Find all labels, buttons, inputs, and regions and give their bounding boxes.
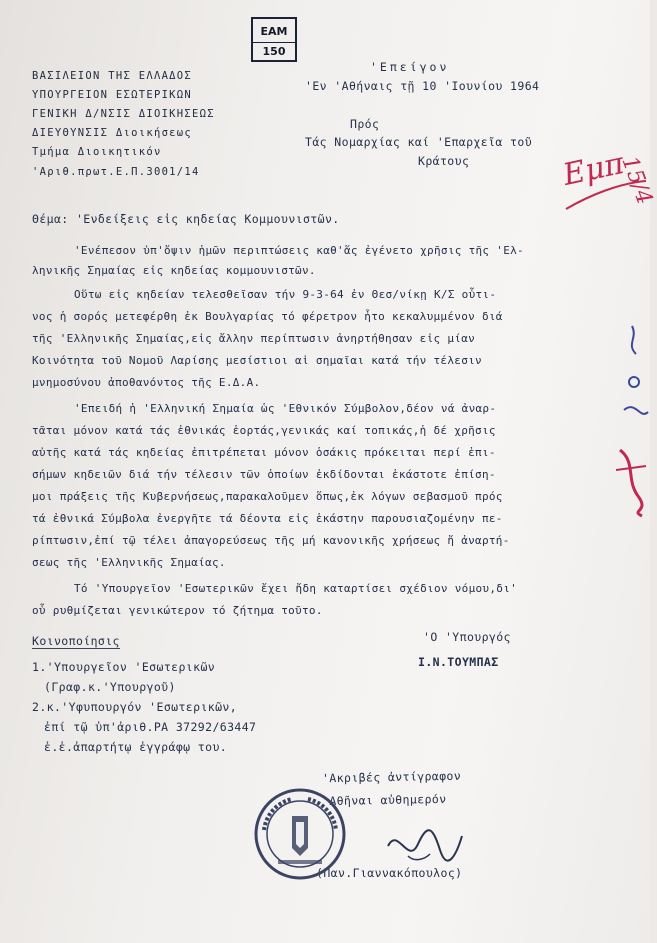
blue-margin-mark-icon <box>618 320 650 440</box>
signature-name: Ι.Ν.ΤΟΥΜΠΑΣ <box>418 655 499 669</box>
distribution-title: Κοινοποίησις <box>32 634 120 648</box>
signature-title: 'Ο 'Υπουργός <box>423 630 511 644</box>
body-line: τῆς 'Ελληνικῆς Σημαίας,εἰς ἄλλην περίπτωσιν ἀνηρτήθησαν εἰς μίαν <box>32 332 476 345</box>
distribution-item: 1.'Υπουργεῖον 'Εσωτερικῶν <box>32 660 216 674</box>
filing-stamp-line1: ΕΑΜ <box>253 25 295 43</box>
recipient-line2: Κράτους <box>418 154 470 168</box>
filing-stamp-line2: 150 <box>262 45 286 58</box>
certification-line1: 'Ακριβές ἀντίγραφον <box>321 768 462 786</box>
body-line: τᾶται μόνον κατά τάς ἐθνικάς ἑορτάς,γενικάς καί τοπικάς,ἡ δέ χρῆσις <box>32 424 496 437</box>
body-line: Οὕτω εἰς κηδείαν τελεσθεῖσαν τήν 9-3-64 ἐν Θεσ/νίκῃ Κ/Σ οὗτι- <box>74 288 497 301</box>
header-directorate: ΔΙΕΥΘΥΝΣΙΣ Διοικήσεως <box>32 127 193 139</box>
urgency-mark: 'Επείγον <box>370 60 450 74</box>
distribution-item: 2.κ.'Υφυπουργόν 'Εσωτερικῶν, <box>32 700 238 714</box>
body-line: νος ἡ σορός μετεφέρθη ἐκ Βουλγαρίας τό φέρετρον ἦτο κεκαλυμμένον διά <box>32 310 503 323</box>
body-line: ληνικῆς Σημαίας εἰς κηδείας κομμουνιστῶν. <box>32 264 316 277</box>
place-date: 'Εν 'Αθήναις τῇ 10 'Ιουνίου 1964 <box>305 79 540 93</box>
red-margin-mark-icon <box>612 440 650 520</box>
header-protocol-number: 'Αριθ.πρωτ.Ε.Π.3001/14 <box>32 166 200 178</box>
recipient-line1: Τάς Νομαρχίας καί 'Επαρχεῖα τοῦ <box>305 135 533 149</box>
header-ministry: ΥΠΟΥΡΓΕΙΟΝ ΕΣΩΤΕΡΙΚΩΝ <box>32 89 193 101</box>
recipient-label: Πρός <box>350 117 380 131</box>
handwritten-red-note: Εμπ <box>560 146 628 193</box>
certification-line2: 'Αθῆναι αὐθημερόν <box>321 791 447 809</box>
body-line: τά ἐθνικά Σύμβολα ἐνεργῆτε τά δέοντα εἰς ἑκάστην παρουσιαζομένην πε- <box>32 512 503 525</box>
header-general-directorate: ΓΕΝΙΚΗ Δ/ΝΣΙΣ ΔΙΟΙΚΗΣΕΩΣ <box>32 108 215 120</box>
body-line: σήμων κηδειῶν διά τήν τέλεσιν τῶν ὁποίων ἐκδίδονται ἑκάστοτε ἐπίση- <box>32 468 496 481</box>
handwritten-red-date: 15/4 <box>616 153 657 208</box>
certifier-name: (Παν.Γιαννακόπουλος) <box>316 866 463 880</box>
body-line: σεως τῆς 'Ελληνικῆς Σημαίας. <box>32 556 226 569</box>
distribution-item: ἐπί τῷ ὑπ'ἀριθ.ΡΑ 37292/63447 <box>44 720 257 734</box>
distribution-item: ἐ.ἐ.ἀπαρτήτῳ ἐγγράφῳ του. <box>44 740 228 754</box>
body-line: Κοινότητα τοῦ Νομοῦ Λαρίσης μεσίστιοι αἱ σημαῖαι κατά τήν τέλεσιν <box>32 354 482 367</box>
body-line: μνημοσύνου ἀποθανόντος τῆς Ε.Δ.Α. <box>32 376 261 389</box>
distribution-item: (Γραφ.κ.'Υπουργοῦ) <box>44 680 176 694</box>
body-line: οὗ ρυθμίζεται γενικώτερον τό ζήτημα τοῦτο. <box>32 604 323 617</box>
header-kingdom: ΒΑΣΙΛΕΙΟΝ ΤΗΣ ΕΛΛΑΔΟΣ <box>32 70 193 82</box>
body-line: 'Επειδή ἡ 'Ελληνική Σημαία ὡς 'Εθνικόν Σύμβολον,δέον νά ἀναρ- <box>74 402 497 415</box>
subject-line: Θέμα: 'Ενδείξεις εἰς κηδείας Κομμουνιστῶν. <box>32 212 340 226</box>
body-line: Τό 'Υπουργεῖον 'Εσωτερικῶν ἔχει ἤδη καταρτίσει σχέδιον νόμου,δι' <box>74 582 518 595</box>
body-line: αὐτῆς κατά τάς κηδείας ἐπιτρέπεται μόνον ὁσάκις πρόκειται περί ἐπι- <box>32 446 496 459</box>
body-line: μοι πράξεις τῆς Κυβερνήσεως,παρακαλοῦμεν ὅπως,ἐκ λόγων σεβασμοῦ πρός <box>32 490 503 503</box>
filing-stamp <box>251 17 297 62</box>
body-line: 'Ενέπεσον ὑπ'ὄψιν ἡμῶν περιπτώσεις καθ'ἅς ἐγένετο χρῆσις τῆς 'Ελ- <box>74 244 524 257</box>
red-underline-stroke-icon <box>560 175 650 235</box>
header-department: Τμήμα Διοικητικόν <box>32 146 162 158</box>
signature-scribble-icon <box>378 816 468 872</box>
body-line: ρίπτωσιν,ἐπί τῷ τέλει ἀπαγορεύσεως τῆς μή κανονικῆς χρήσεως ἤ ἀναρτή- <box>32 534 510 547</box>
ministry-seal-icon <box>252 786 348 882</box>
